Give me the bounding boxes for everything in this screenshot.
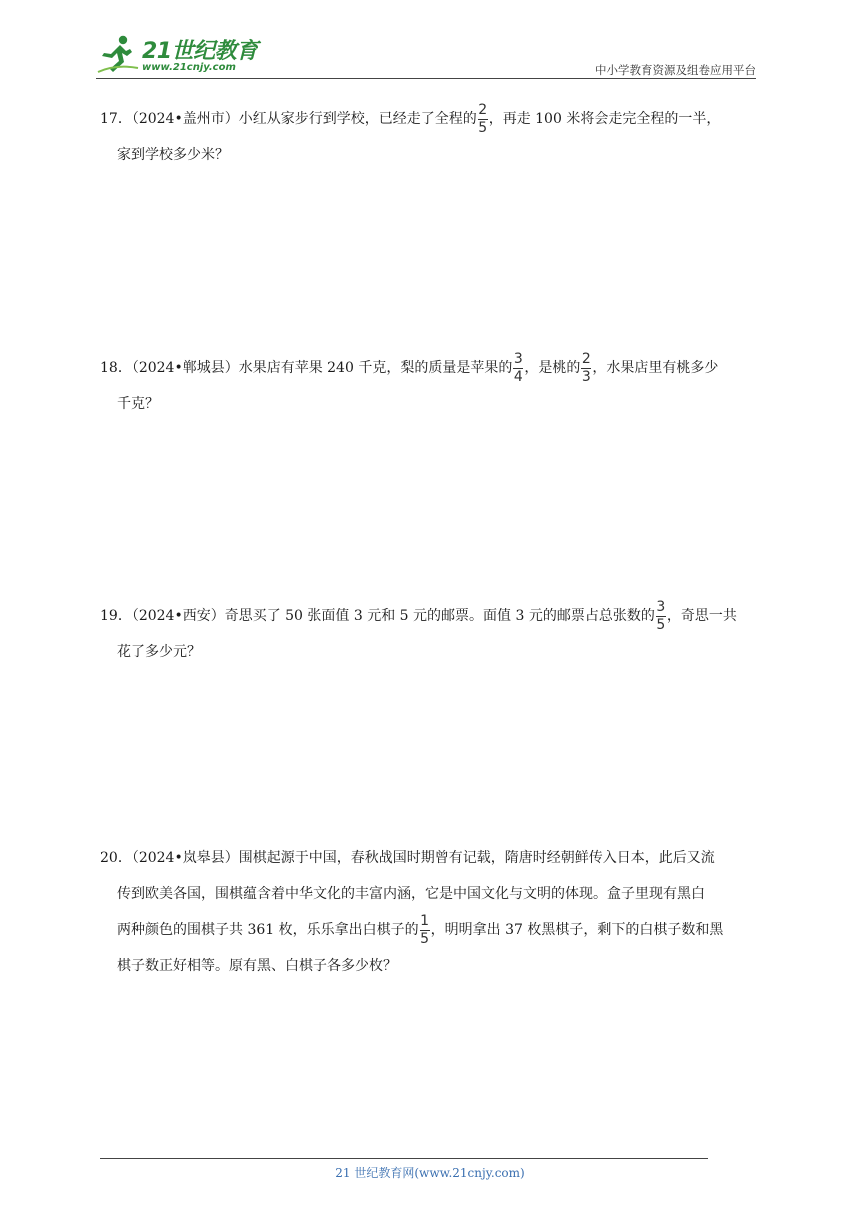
question-20 xyxy=(100,840,764,984)
question-20-line-4: 棋子数正好相等。原有黑、白棋子各多少枚？ xyxy=(117,958,397,974)
platform-name: 中小学教育资源及组卷应用平台 xyxy=(595,63,756,77)
runner-logo-icon xyxy=(96,34,140,74)
question-19-line-2: 花了多少元？ xyxy=(117,644,201,660)
question-17-line-2: 家到学校多少米？ xyxy=(117,147,229,163)
question-20-line-2: 传到欧美各国，围棋蕴含着中华文化的丰富内涵，它是中国文化与文明的体现。盒子里现有黑白 xyxy=(117,886,705,902)
fraction: $\frac{2}{5}$ xyxy=(478,101,488,136)
question-20-line-1: 20．（2024•岚皋县）围棋起源于中国，春秋战国时期曾有记载，隋唐时经朝鲜传入日本，此后又流 xyxy=(100,850,715,866)
header-divider xyxy=(96,78,756,79)
question-17-line-1: 17．（2024•盖州市）小红从家步行到学校，已经走了全程的 $\frac{2}{5}$ ，再走 100 米将会走完全程的一半， xyxy=(100,101,721,136)
logo-text: 21世纪教育 xyxy=(142,39,258,64)
question-17 xyxy=(100,101,764,173)
fraction: $\frac{2}{3}$ xyxy=(581,350,591,385)
question-18-line-2: 千克？ xyxy=(117,396,159,412)
footer-divider xyxy=(100,1158,708,1159)
footer-source: 21 世纪教育网(www.21cnjy.com) xyxy=(335,1166,525,1180)
page-header xyxy=(0,0,860,80)
fraction: $\frac{1}{5}$ xyxy=(420,912,430,947)
question-18 xyxy=(100,350,764,422)
question-19-line-1: 19．（2024•西安）奇思买了 50 张面值 3 元和 5 元的邮票。面值 3 元的邮票占总张数的 $\frac{3}{5}$ ，奇思一共 xyxy=(100,598,737,633)
question-18-line-1: 18．（2024•郸城县）水果店有苹果 240 千克，梨的质量是苹果的 $\frac{3}{4}$ ，是桃的 $\frac{2}{3}$ ，水果店里有桃多少 xyxy=(100,350,719,385)
fraction: $\frac{3}{5}$ xyxy=(656,598,666,633)
question-19 xyxy=(100,598,764,670)
question-20-line-3: 两种颜色的围棋子共 361 枚，乐乐拿出白棋子的 $\frac{1}{5}$ ，明明拿出 37 枚黑棋子，剩下的白棋子数和黑 xyxy=(117,912,724,947)
logo xyxy=(96,34,266,78)
fraction: $\frac{3}{4}$ xyxy=(513,350,523,385)
logo-url: www.21cnjy.com xyxy=(142,62,236,73)
